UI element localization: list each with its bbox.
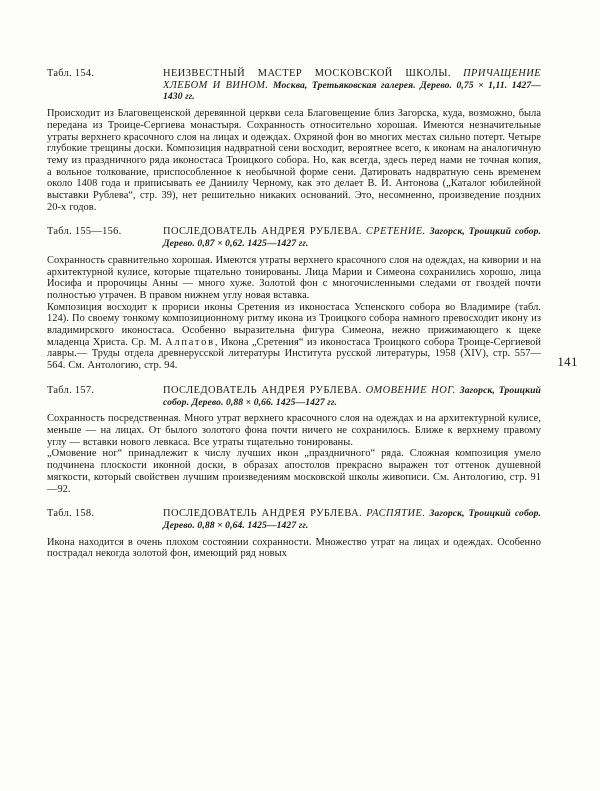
entry-title-block <box>163 226 541 249</box>
entry-paragraph: Икона находится в очень плохом состоянии сохранности. Множество утрат на лицах и одеждах. Особенно пострадал некогда золотой фон, имеющий ряд новых <box>47 536 541 560</box>
catalog-entry <box>47 385 541 495</box>
spacer <box>47 213 541 226</box>
entry-work-title: ПРИЧАЩЕНИЕ ХЛЕБОМ И ВИНОМ. <box>163 68 541 91</box>
entry-paragraph: Происходит из Благовещенской деревянной церкви села Благовещение близ Загорска, куда, возможно, была передана из Троице-Сергиева монастыря. Сохранность относительно хорошая. Имеются незначительные утраты верхнего красочного слоя на лицах и одеждах. Охряной фон во многих местах сильно потерт. Четыре глубокие трещины доски. Композиция надвратной сени восходит, вероятнее всего, к иконам на аналогичную тему из праздничного ряда иконостаса Троицкого собора. Но, как всегда, здесь перед нами не точная копия, а вольное толкование, приспособленное к необычной форме сени. Датировать надвратную сень временем около 1408 года и приписывать ее Даниилу Черному, как это делает В. И. Антонова („Каталог юбилейной выставки Рублева“, стр. 39), нет решительно никаких оснований. Это, несомненно, произведение поздних 20-х годов. <box>47 108 541 213</box>
entry-attribution: ПОСЛЕДОВАТЕЛЬ АНДРЕЯ РУБЛЕВА. <box>163 384 362 396</box>
entry-meta: Загорск, Троицкий собор. Дерево. 0,88 × 0,66. 1425—1427 гг. <box>163 384 541 408</box>
entry-paragraph: „Омовение ног“ принадлежит к числу лучших икон „праздничного“ ряда. Сложная композиция умело подчинена плоскости иконной доски, в образах апостолов прекрасно выражен тот оттенок душевной мягкости, который свойствен лучшим произведениям московской школы живописи. См. Антологию, стр. 91—92. <box>47 448 541 495</box>
plate-label: Табл. 155—156. <box>47 226 122 238</box>
entry-work-title: СРЕТЕНИЕ. <box>365 226 426 238</box>
plate-label: Табл. 154. <box>47 68 95 79</box>
entry-title-block <box>163 385 541 408</box>
page-number: 141 <box>557 355 578 369</box>
entry-title-block <box>163 508 541 531</box>
entry-paragraph: Сохранность посредственная. Много утрат верхнего красочного слоя на одеждах и на архитектурной кулисе, меньше — на лицах. От былого золотого фона почти ничего не сохранилось. Ближе к верхнему правому углу — вставки нового левкаса. Все утраты тщательно тонированы. <box>47 413 541 448</box>
spacer <box>47 372 541 385</box>
entry-attribution: ПОСЛЕДОВАТЕЛЬ АНДРЕЯ РУБЛЕВА. <box>163 226 362 238</box>
entry-paragraph: Композиция восходит к прориси иконы Сретения из иконостаса Успенского собора во Владимире (табл. 124). По своему тонкому композиционному ритму икона из Троицкого собора намного превосходит икону из владимирского иконостаса. Особенно выразительна фигура Симеона, нежно прижимающего к щеке младенца Христа. Ср. М. Алпатов, Икона „Сретения“ из иконостаса Троицкого собора Троице-Сергиевой лавры.— Труды отдела древнерусской литературы Института русской литературы, 1958 (XIV), стр. 557—564. См. Антологию, стр. 94. <box>47 301 541 372</box>
entry-header <box>47 385 541 408</box>
entry-attribution: НЕИЗВЕСТНЫЙ МАСТЕР МОСКОВСКОЙ ШКОЛЫ. <box>163 68 451 79</box>
entry-attribution: ПОСЛЕДОВАТЕЛЬ АНДРЕЯ РУБЛЕВА. <box>163 508 363 520</box>
spacer <box>47 495 541 508</box>
entry-header <box>47 68 541 103</box>
catalog-entry <box>47 508 541 560</box>
entry-header <box>47 508 541 531</box>
plate-label: Табл. 157. <box>47 384 95 396</box>
entry-work-title: ОМОВЕНИЕ НОГ. <box>365 384 456 396</box>
entry-meta: Москва, Третьяковская галерея. Дерево. 0,75 × 1,11. 1427—1430 гг. <box>163 79 541 103</box>
author-name-emphasis: Алпатов <box>165 336 215 348</box>
entry-meta: Загорск, Троицкий собор. Дерево. 0,88 × 0,64. 1425—1427 гг. <box>163 508 541 531</box>
entry-title-block <box>163 68 541 103</box>
catalog-entry <box>47 68 541 213</box>
entry-meta: Загорск, Троицкий собор. Дерево. 0,87 × 0,62. 1425—1427 гг. <box>163 226 542 250</box>
plate-label: Табл. 158. <box>47 508 95 520</box>
catalog-entry <box>47 226 541 371</box>
entry-work-title: РАСПЯТИЕ. <box>366 508 426 520</box>
entry-paragraph: Сохранность сравнительно хорошая. Имеются утраты верхнего красочного слоя на одеждах, на кивории и на архитектурной кулисе, которые тщательно тонированы. Лица Марии и Симеона сохранились хорошо, лица Иосифа и пророчицы Анны — много хуже. Золотой фон с многочисленными следами от гвоздей почти полностью утрачен. В правом нижнем углу новая вставка. <box>47 254 541 301</box>
text-column <box>47 68 541 560</box>
entry-header <box>47 226 541 249</box>
